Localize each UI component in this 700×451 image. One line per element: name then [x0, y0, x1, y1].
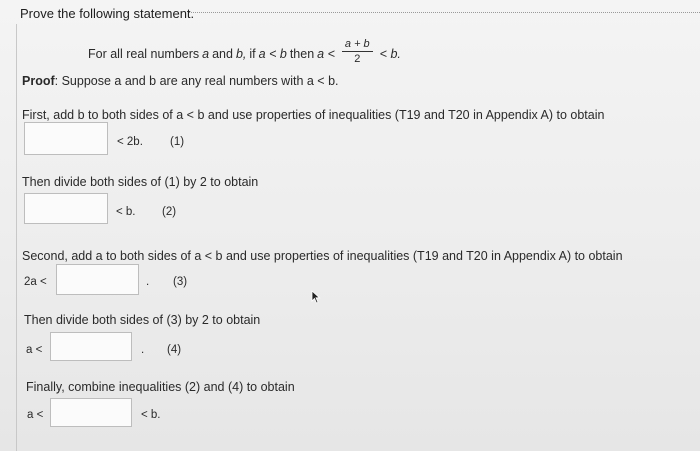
statement-then: then	[289, 46, 315, 61]
mouse-cursor-icon	[311, 290, 321, 304]
proof-label: Proof	[22, 74, 55, 88]
statement-condition: a < b	[258, 46, 287, 61]
step4-instruction: Then divide both sides of (3) by 2 to obtain	[24, 313, 261, 327]
statement-if: if	[249, 46, 256, 61]
proof-intro	[22, 74, 339, 88]
header-divider	[188, 12, 700, 13]
step3-after-text: .	[146, 276, 150, 288]
panel-left-border	[16, 24, 17, 451]
step1-instruction: First, add b to both sides of a < b and use properties of inequalities (T19 and T20 in Appendix A) to obtain	[22, 108, 605, 122]
statement-lhs: a <	[317, 46, 335, 61]
step3-answer-input[interactable]	[56, 264, 139, 295]
step4-answer-input[interactable]	[50, 332, 132, 361]
step1-after-text: < 2b.	[117, 136, 143, 148]
step2-answer-input[interactable]	[24, 193, 108, 224]
statement-var-b: b,	[235, 46, 247, 61]
statement-prefix: For all real numbers	[88, 46, 200, 61]
step3-instruction: Second, add a to both sides of a < b and use properties of inequalities (T19 and T20 in Appendix A) to obtain	[22, 249, 623, 263]
statement-and: and	[212, 46, 233, 61]
statement-fraction	[342, 38, 373, 65]
step5-answer-input[interactable]	[50, 398, 132, 427]
step2-instruction: Then divide both sides of (1) by 2 to obtain	[22, 175, 259, 189]
fraction-bar	[342, 51, 373, 52]
step2-number: (2)	[162, 206, 177, 218]
step4-number: (4)	[167, 344, 182, 356]
step3-before-text: 2a <	[24, 276, 47, 288]
proof-text: : Suppose a and b are any real numbers with a < b.	[54, 74, 339, 88]
step5-instruction: Finally, combine inequalities (2) and (4) to obtain	[26, 380, 295, 394]
step5-before-text: a <	[27, 409, 44, 421]
question-title: Prove the following statement.	[20, 6, 195, 21]
step4-before-text: a <	[26, 344, 43, 356]
step2-after-text: < b.	[116, 206, 136, 218]
theorem-statement	[88, 40, 401, 67]
step1-answer-input[interactable]	[24, 122, 108, 155]
step1-number: (1)	[170, 136, 185, 148]
fraction-numerator: a + b	[344, 38, 370, 50]
fraction-denominator: 2	[354, 53, 361, 65]
step4-after-text: .	[141, 344, 145, 356]
step5-after-text: < b.	[141, 409, 161, 421]
statement-var-a: a	[202, 46, 210, 61]
statement-rhs: < b.	[379, 46, 401, 61]
step3-number: (3)	[173, 276, 188, 288]
